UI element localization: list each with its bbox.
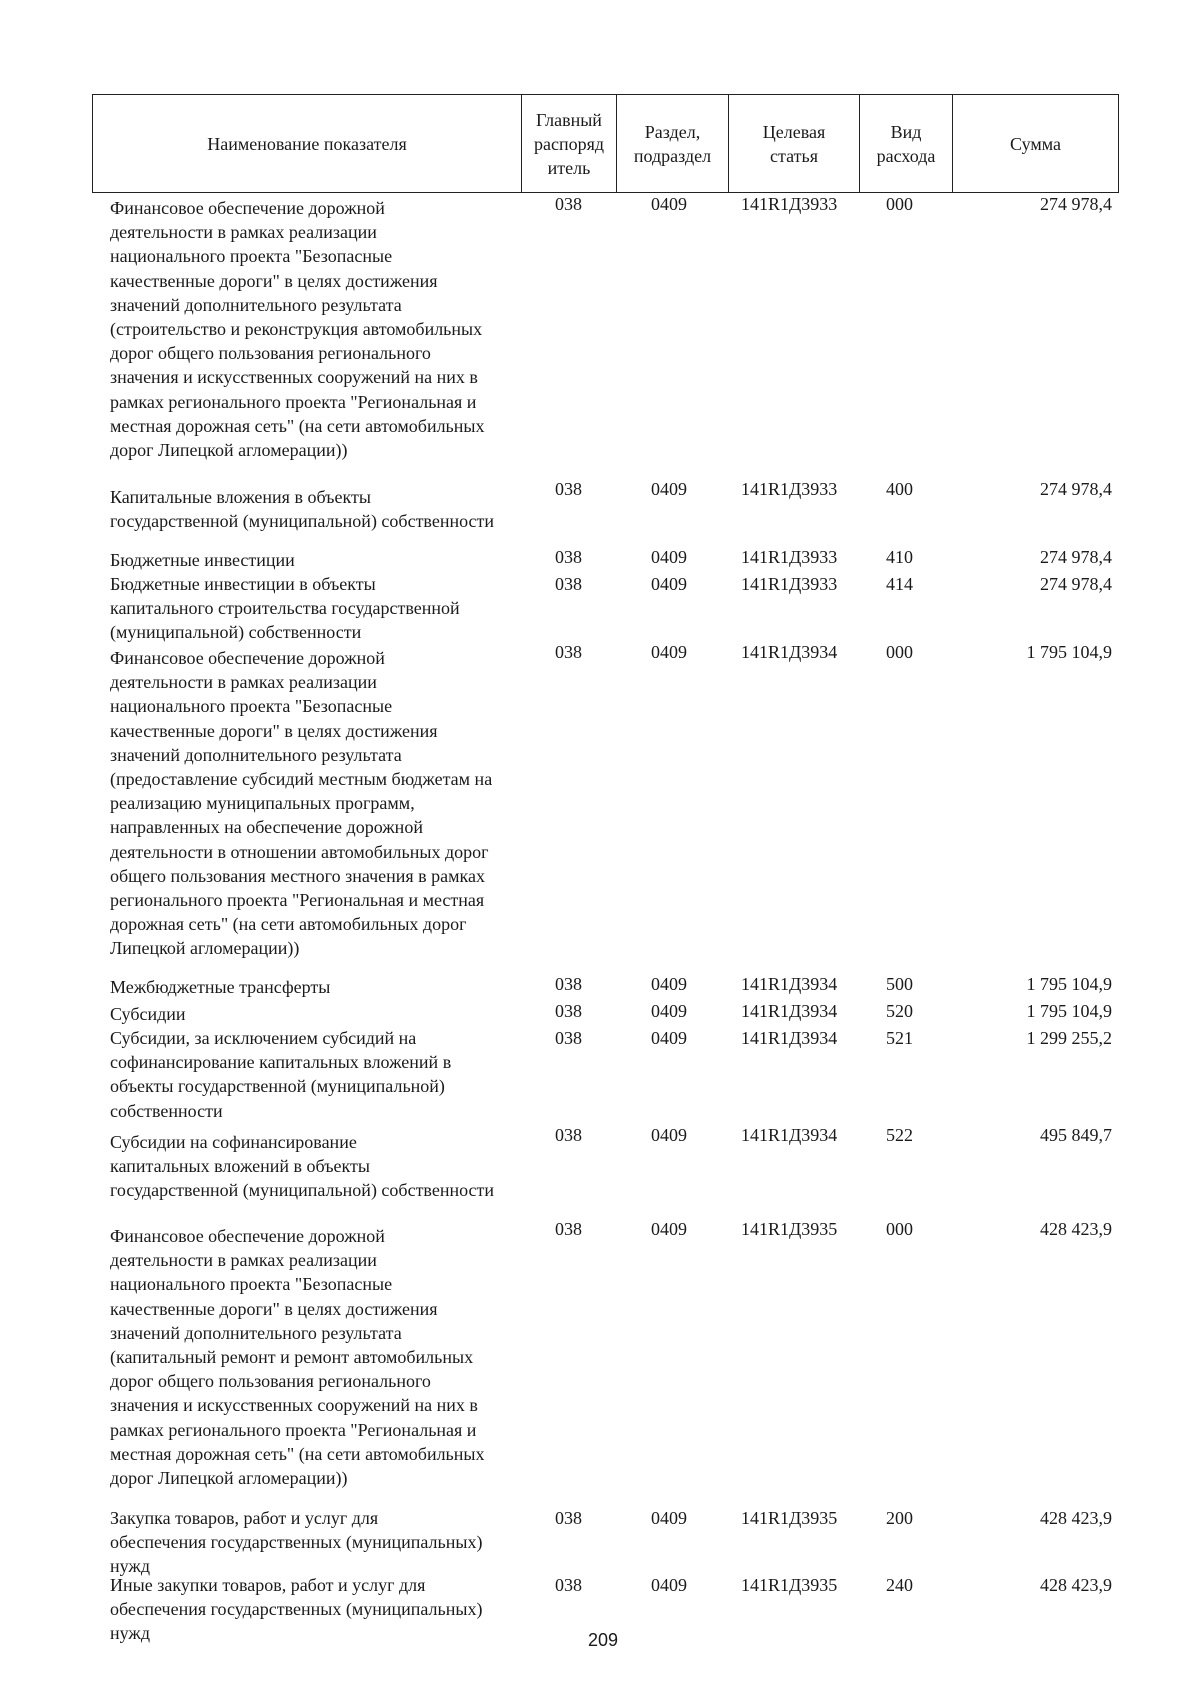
row-target-article: 141R1Д3933 bbox=[741, 479, 838, 499]
header-expense-type: Вид расхода bbox=[860, 95, 953, 192]
row-target-article: 141R1Д3935 bbox=[741, 1219, 838, 1239]
row-name: Межбюджетные трансферты bbox=[110, 977, 331, 997]
row-expense-type: 200 bbox=[886, 1508, 913, 1528]
row-expense-type: 240 bbox=[886, 1575, 913, 1595]
row-amount: 274 978,4 bbox=[1040, 194, 1112, 214]
row-main-manager: 038 bbox=[555, 1028, 582, 1048]
row-expense-type: 500 bbox=[886, 974, 913, 994]
header-name: Наименование показателя bbox=[93, 95, 522, 192]
page-number: 209 bbox=[588, 1630, 619, 1650]
row-name: Закупка товаров, работ и услуг для обеспечения государственных (муниципальных) нужд bbox=[110, 1508, 483, 1577]
row-expense-type: 521 bbox=[886, 1028, 913, 1048]
row-target-article: 141R1Д3935 bbox=[741, 1508, 838, 1528]
row-expense-type: 522 bbox=[886, 1125, 913, 1145]
row-amount: 1 795 104,9 bbox=[1026, 1001, 1112, 1021]
header-target-article: Целевая статья bbox=[729, 95, 860, 192]
row-main-manager: 038 bbox=[555, 1575, 582, 1595]
row-main-manager: 038 bbox=[555, 642, 582, 662]
row-section: 0409 bbox=[651, 1575, 687, 1595]
row-name: Бюджетные инвестиции в объекты капитального строительства государственной (муниципальной) собственности bbox=[110, 574, 460, 643]
row-section: 0409 bbox=[651, 1125, 687, 1145]
row-main-manager: 038 bbox=[555, 1219, 582, 1239]
row-amount: 1 299 255,2 bbox=[1026, 1028, 1112, 1048]
row-section: 0409 bbox=[651, 1028, 687, 1048]
row-expense-type: 000 bbox=[886, 1219, 913, 1239]
row-amount: 1 795 104,9 bbox=[1026, 642, 1112, 662]
row-amount: 428 423,9 bbox=[1040, 1219, 1112, 1239]
row-main-manager: 038 bbox=[555, 194, 582, 214]
row-section: 0409 bbox=[651, 974, 687, 994]
row-target-article: 141R1Д3934 bbox=[741, 974, 838, 994]
row-main-manager: 038 bbox=[555, 1125, 582, 1145]
row-amount: 274 978,4 bbox=[1040, 574, 1112, 594]
header-main-manager: Главный распоряд итель bbox=[522, 95, 617, 192]
row-amount: 428 423,9 bbox=[1040, 1575, 1112, 1595]
row-expense-type: 520 bbox=[886, 1001, 913, 1021]
row-target-article: 141R1Д3934 bbox=[741, 1001, 838, 1021]
row-name: Субсидии bbox=[110, 1004, 186, 1024]
row-amount: 1 795 104,9 bbox=[1026, 974, 1112, 994]
row-name: Финансовое обеспечение дорожной деятельности в рамках реализации национального проекта "Безопасные качественные дороги" в целях достижения значений дополнительного результата (строительство и реконструкция автомобильных дорог общего пользования регионального значения и искусственных сооружений на них в рамках регионального проекта "Региональная и местная дорожная сеть" (на сети автомобильных дорог Липецкой агломерации)) bbox=[110, 198, 485, 461]
row-name: Иные закупки товаров, работ и услуг для обеспечения государственных (муниципальных) нужд bbox=[110, 1575, 483, 1644]
row-name: Финансовое обеспечение дорожной деятельности в рамках реализации национального проекта "Безопасные качественные дороги" в целях достижения значений дополнительного результата (предоставление субсидий местным бюджетам на реализацию муниципальных программ, направленных на обеспечение дорожной деятельности в отношении автомобильных дорог общего пользования местного значения в рамках регионального проекта "Региональная и местная дорожная сеть" (на сети автомобильных дорог Липецкой агломерации)) bbox=[110, 648, 493, 959]
row-section: 0409 bbox=[651, 574, 687, 594]
row-expense-type: 414 bbox=[886, 574, 913, 594]
row-expense-type: 000 bbox=[886, 642, 913, 662]
row-amount: 495 849,7 bbox=[1040, 1125, 1112, 1145]
header-amount: Сумма bbox=[1010, 133, 1061, 154]
row-amount: 428 423,9 bbox=[1040, 1508, 1112, 1528]
row-name: Бюджетные инвестиции bbox=[110, 550, 295, 570]
row-section: 0409 bbox=[651, 1508, 687, 1528]
row-section: 0409 bbox=[651, 547, 687, 567]
row-target-article: 141R1Д3933 bbox=[741, 574, 838, 594]
row-main-manager: 038 bbox=[555, 1001, 582, 1021]
row-section: 0409 bbox=[651, 1219, 687, 1239]
row-section: 0409 bbox=[651, 642, 687, 662]
row-target-article: 141R1Д3934 bbox=[741, 642, 838, 662]
row-target-article: 141R1Д3933 bbox=[741, 547, 838, 567]
row-main-manager: 038 bbox=[555, 1508, 582, 1528]
row-amount: 274 978,4 bbox=[1040, 547, 1112, 567]
row-name: Капитальные вложения в объекты государственной (муниципальной) собственности bbox=[110, 487, 495, 532]
table-header bbox=[92, 94, 1119, 193]
row-section: 0409 bbox=[651, 1001, 687, 1021]
row-section: 0409 bbox=[651, 479, 687, 499]
row-main-manager: 038 bbox=[555, 974, 582, 994]
row-main-manager: 038 bbox=[555, 547, 582, 567]
row-amount: 274 978,4 bbox=[1040, 479, 1112, 499]
row-target-article: 141R1Д3933 bbox=[741, 194, 838, 214]
row-target-article: 141R1Д3934 bbox=[741, 1125, 838, 1145]
row-name: Финансовое обеспечение дорожной деятельности в рамках реализации национального проекта "Безопасные качественные дороги" в целях достижения значений дополнительного результата (капитальный ремонт и ремонт автомобильных дорог общего пользования регионального значения и искусственных сооружений на них в рамках регионального проекта "Региональная и местная дорожная сеть" (на сети автомобильных дорог Липецкой агломерации)) bbox=[110, 1226, 485, 1489]
row-main-manager: 038 bbox=[555, 574, 582, 594]
row-target-article: 141R1Д3935 bbox=[741, 1575, 838, 1595]
row-expense-type: 410 bbox=[886, 547, 913, 567]
header-section: Раздел, подраздел bbox=[617, 95, 729, 192]
row-expense-type: 400 bbox=[886, 479, 913, 499]
row-name: Субсидии, за исключением субсидий на софинансирование капитальных вложений в объекты государственной (муниципальной) собственности bbox=[110, 1028, 452, 1121]
row-expense-type: 000 bbox=[886, 194, 913, 214]
row-main-manager: 038 bbox=[555, 479, 582, 499]
row-section: 0409 bbox=[651, 194, 687, 214]
row-target-article: 141R1Д3934 bbox=[741, 1028, 838, 1048]
row-name: Субсидии на софинансирование капитальных вложений в объекты государственной (муниципальной) собственности bbox=[110, 1132, 495, 1201]
